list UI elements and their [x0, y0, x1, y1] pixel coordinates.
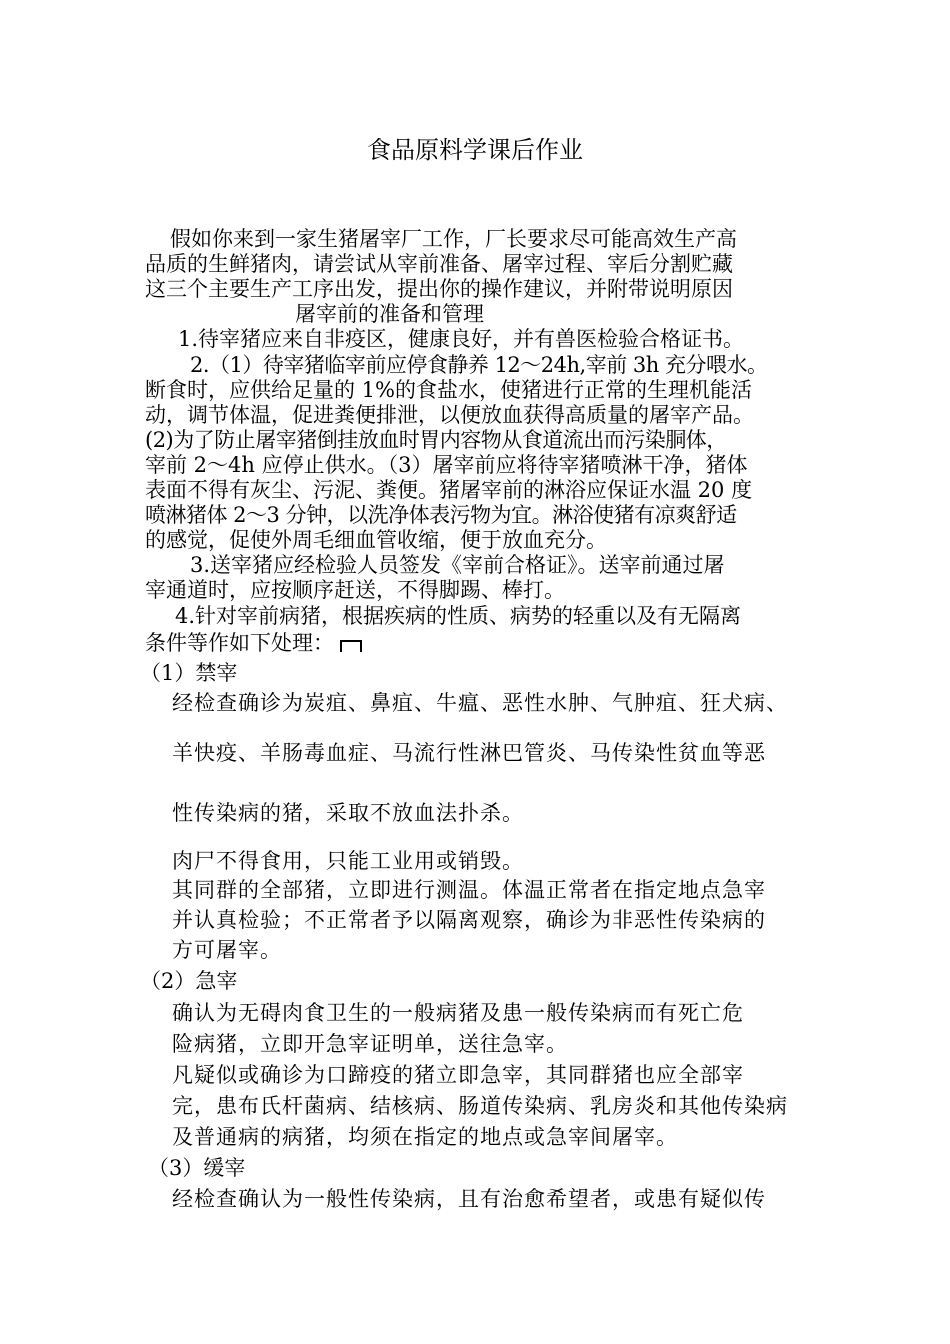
sub-1-line: 肉尸不得食用，只能工业用或销毁。	[172, 849, 524, 873]
item-2-line: 动，调节体温，促进粪便排泄，以便放血获得高质量的屠宰产品。	[145, 403, 754, 427]
item-4-line: 4.针对宰前病猪，根据疾病的性质、病势的轻重以及有无隔离	[175, 604, 742, 628]
item-1: 1.待宰猪应来自非疫区，健康良好，并有兽医检验合格证书。	[178, 327, 745, 351]
sub-1-line: 方可屠宰。	[172, 938, 282, 962]
bracket-mark-icon	[340, 640, 362, 652]
sub-heading-2: （2）急宰	[140, 969, 238, 993]
sub-2-line: 完，患布氏杆菌病、结核病、肠道传染病、乳房炎和其他传染病	[172, 1094, 788, 1118]
sub-2-line: 凡疑似或确诊为口蹄疫的猪立即急宰，其同群猪也应全部宰	[172, 1063, 744, 1087]
sub-1-line: 并认真检验；不正常者予以隔离观察，确诊为非恶性传染病的	[172, 908, 766, 932]
sub-heading-1: （1）禁宰	[140, 661, 238, 685]
sub-1-line: 羊快疫、羊肠毒血症、马流行性淋巴管炎、马传染性贫血等恶	[172, 741, 766, 765]
intro-line: 这三个主要生产工序出发，提出你的操作建议，并附带说明原因	[145, 277, 733, 301]
item-2-line: 的感觉，促使外周毛细血管收缩，便于放血充分。	[145, 528, 607, 552]
sub-1-line: 其同群的全部猪，立即进行测温。体温正常者在指定地点急宰	[172, 878, 766, 902]
page-title: 食品原料学课后作业	[367, 136, 583, 164]
sub-1-line: 性传染病的猪，采取不放血法扑杀。	[172, 801, 524, 825]
item-3-line: 宰通道时，应按顺序赶送，不得脚踢、棒打。	[145, 578, 565, 602]
item-2-line: 喷淋猪体 2～3 分钟，以洗净体表污物为宜。淋浴使猪有凉爽舒适	[145, 503, 737, 527]
intro-line: 假如你来到一家生猪屠宰厂工作，厂长要求尽可能高效生产高	[170, 227, 737, 251]
item-2-line: (2)为了防止屠宰猪倒挂放血时胃内容物从食道流出而污染胴体，	[145, 428, 727, 452]
item-3-line: 3.送宰猪应经检验人员签发《宰前合格证》。送宰前通过屠	[190, 553, 725, 577]
sub-2-line: 确认为无碍肉食卫生的一般病猪及患一般传染病而有死亡危	[172, 1001, 744, 1025]
item-2-line: 断食时，应供给足量的 1%的食盐水，使猪进行正常的生理机能活	[145, 378, 752, 402]
section-heading: 屠宰前的准备和管理	[295, 302, 484, 326]
item-2-line: 2.（1）待宰猪临宰前应停食静养 12～24h,宰前 3h 充分喂水。	[190, 353, 768, 377]
sub-2-line: 险病猪，立即开急宰证明单，送往急宰。	[172, 1032, 568, 1056]
item-4-line	[145, 630, 362, 656]
sub-3-line: 经检查确认为一般性传染病，且有治愈希望者，或患有疑似传	[172, 1187, 766, 1211]
item-2-line: 宰前 2～4h 应停止供水。（3）屠宰前应将待宰猪喷淋干净，猪体	[145, 453, 748, 477]
item-2-line: 表面不得有灰尘、污泥、粪便。猪屠宰前的淋浴应保证水温 20 度	[145, 478, 753, 502]
sub-heading-3: （3）缓宰	[148, 1156, 246, 1180]
item-4-text: 条件等作如下处理：	[145, 631, 334, 655]
sub-1-line: 经检查确诊为炭疽、鼻疽、牛瘟、恶性水肿、气肿疽、狂犬病、	[172, 691, 788, 715]
sub-2-line: 及普通病的病猪，均须在指定的地点或急宰间屠宰。	[172, 1125, 678, 1149]
intro-line: 品质的生鲜猪肉，请尝试从宰前准备、屠宰过程、宰后分割贮藏	[145, 252, 733, 276]
